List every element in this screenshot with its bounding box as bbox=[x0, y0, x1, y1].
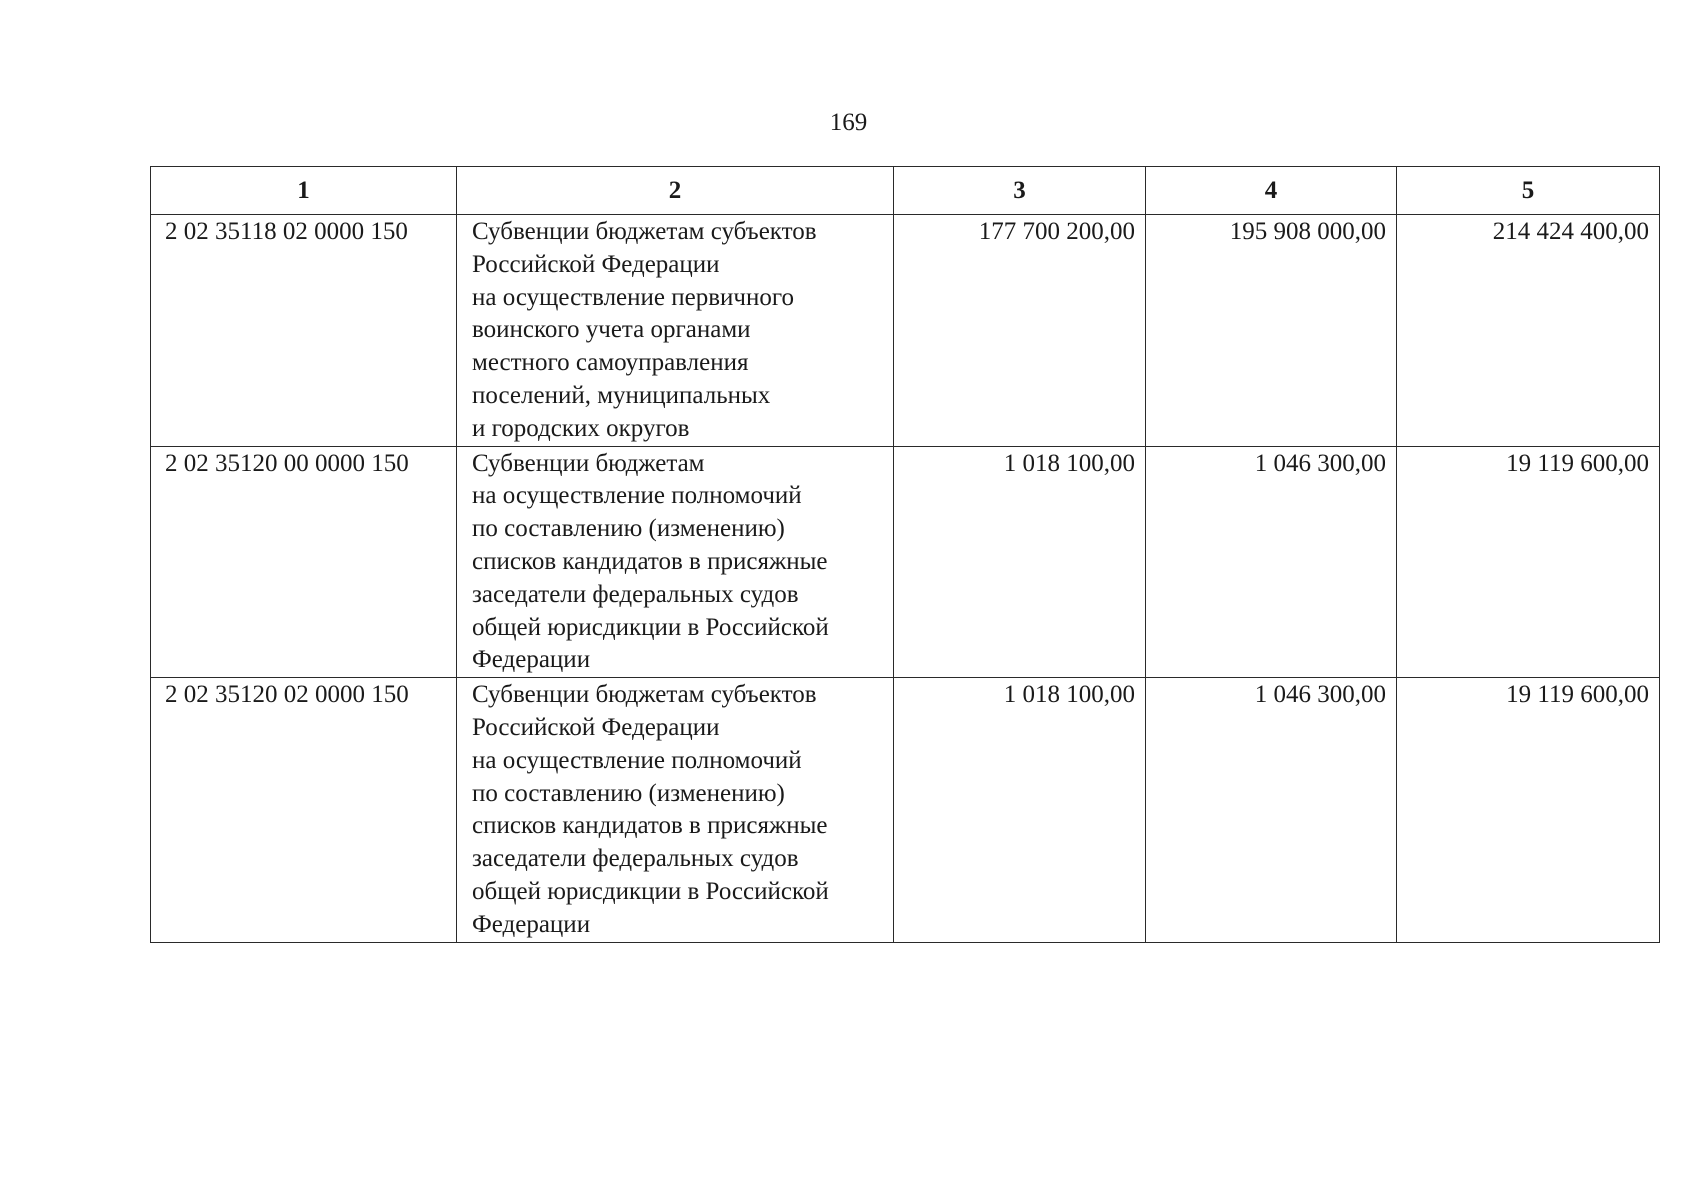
column-header-2: 2 bbox=[457, 167, 894, 215]
description-line: по составлению (изменению) bbox=[472, 515, 785, 543]
description-line: на осуществление первичного bbox=[472, 283, 794, 311]
amount-col4-cell: 195 908 000,00 bbox=[1146, 215, 1397, 447]
description-line: Субвенции бюджетам субъектов bbox=[472, 218, 817, 245]
description-line: общей юрисдикции в Российской bbox=[472, 877, 829, 905]
description-line: заседатели федеральных судов bbox=[472, 580, 799, 608]
description-line: Субвенции бюджетам субъектов bbox=[472, 681, 817, 709]
description-line: Федерации bbox=[472, 910, 591, 938]
column-header-3: 3 bbox=[894, 167, 1146, 215]
description-line: на осуществление полномочий bbox=[472, 482, 802, 510]
description-cell bbox=[457, 215, 894, 447]
description-line: Российской Федерации bbox=[472, 713, 720, 741]
description-line: Российской Федерации bbox=[472, 250, 720, 278]
amount-col5-cell: 19 119 600,00 bbox=[1397, 678, 1660, 942]
table-row bbox=[151, 215, 1660, 447]
description-cell bbox=[457, 446, 894, 678]
amount-col5-cell: 19 119 600,00 bbox=[1397, 446, 1660, 678]
amount-col4-cell: 1 046 300,00 bbox=[1146, 446, 1397, 678]
amount-col3-cell: 1 018 100,00 bbox=[894, 678, 1146, 942]
column-header-1: 1 bbox=[151, 167, 457, 215]
description-line: по составлению (изменению) bbox=[472, 779, 785, 807]
budget-code-cell: 2 02 35120 02 0000 150 bbox=[151, 678, 457, 942]
description-line: воинского учета органами bbox=[472, 316, 751, 344]
description-cell bbox=[457, 678, 894, 942]
description-line: на осуществление полномочий bbox=[472, 746, 802, 774]
description-line: местного самоуправления bbox=[472, 349, 749, 377]
table-row bbox=[151, 678, 1660, 942]
amount-col5-cell: 214 424 400,00 bbox=[1397, 215, 1660, 447]
description-line: Федерации bbox=[472, 646, 591, 674]
table-row bbox=[151, 446, 1660, 678]
description-line: заседатели федеральных судов bbox=[472, 845, 799, 873]
column-header-5: 5 bbox=[1397, 167, 1660, 215]
column-header-4: 4 bbox=[1146, 167, 1397, 215]
description-line: Субвенции бюджетам bbox=[472, 449, 705, 477]
amount-col3-cell: 1 018 100,00 bbox=[894, 446, 1146, 678]
description-line: поселений, муниципальных bbox=[472, 381, 771, 409]
budget-code-cell: 2 02 35118 02 0000 150 bbox=[151, 215, 457, 447]
description-line: списков кандидатов в присяжные bbox=[472, 547, 828, 575]
description-line: общей юрисдикции в Российской bbox=[472, 613, 829, 641]
amount-col4-cell: 1 046 300,00 bbox=[1146, 678, 1397, 942]
description-line: и городских округов bbox=[472, 414, 690, 442]
description-line: списков кандидатов в присяжные bbox=[472, 812, 828, 840]
budget-code-cell: 2 02 35120 00 0000 150 bbox=[151, 446, 457, 678]
amount-col3-cell: 177 700 200,00 bbox=[894, 215, 1146, 447]
page-number: 169 bbox=[829, 109, 868, 136]
budget-table bbox=[150, 166, 1660, 943]
header-row bbox=[151, 167, 1660, 215]
